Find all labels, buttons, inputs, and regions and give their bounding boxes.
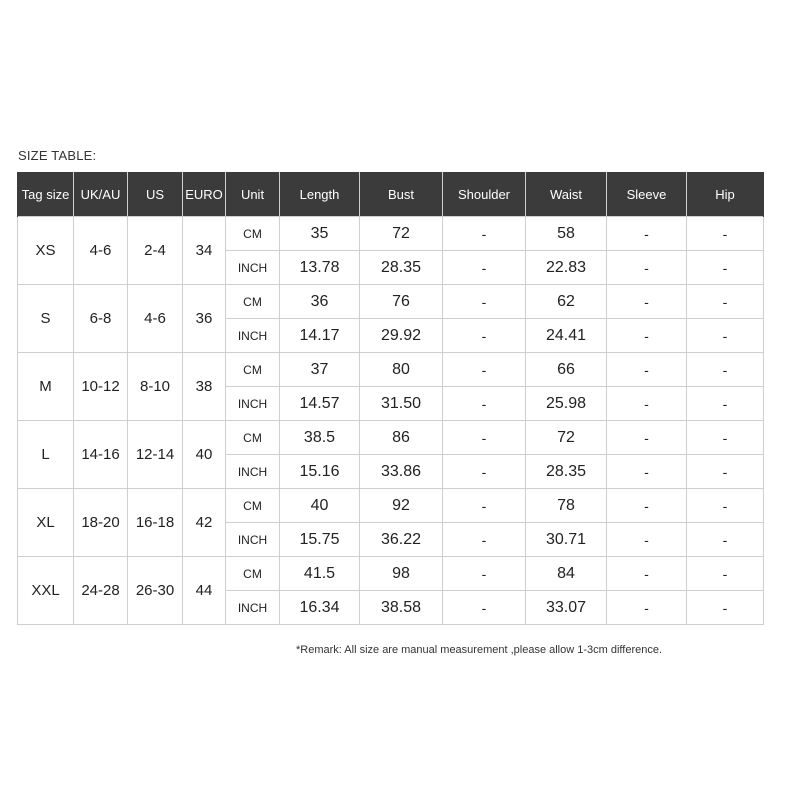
shoulder-cell: - [443, 353, 526, 387]
bust-cell: 33.86 [360, 455, 443, 489]
unit-cell: CM [226, 217, 280, 251]
header-row [18, 172, 764, 217]
shoulder-cell: - [443, 217, 526, 251]
header-uk-au: UK/AU [74, 172, 128, 217]
hip-cell: - [687, 557, 764, 591]
length-cell: 36 [280, 285, 360, 319]
shoulder-cell: - [443, 285, 526, 319]
unit-cell: CM [226, 421, 280, 455]
unit-cell: CM [226, 285, 280, 319]
waist-cell: 25.98 [526, 387, 607, 421]
tag-size-cell: L [18, 421, 74, 489]
shoulder-cell: - [443, 387, 526, 421]
table-row [18, 285, 764, 319]
hip-cell: - [687, 591, 764, 625]
sleeve-cell: - [607, 251, 687, 285]
shoulder-cell: - [443, 251, 526, 285]
euro-cell: 44 [183, 557, 226, 625]
shoulder-cell: - [443, 319, 526, 353]
bust-cell: 86 [360, 421, 443, 455]
euro-cell: 40 [183, 421, 226, 489]
length-cell: 37 [280, 353, 360, 387]
uk-au-cell: 14-16 [74, 421, 128, 489]
bust-cell: 80 [360, 353, 443, 387]
table-row [18, 217, 764, 251]
length-cell: 16.34 [280, 591, 360, 625]
bust-cell: 31.50 [360, 387, 443, 421]
sleeve-cell: - [607, 489, 687, 523]
header-hip: Hip [687, 172, 764, 217]
bust-cell: 38.58 [360, 591, 443, 625]
waist-cell: 84 [526, 557, 607, 591]
length-cell: 15.75 [280, 523, 360, 557]
sleeve-cell: - [607, 217, 687, 251]
hip-cell: - [687, 251, 764, 285]
unit-cell: INCH [226, 455, 280, 489]
waist-cell: 78 [526, 489, 607, 523]
shoulder-cell: - [443, 455, 526, 489]
sleeve-cell: - [607, 387, 687, 421]
us-cell: 2-4 [128, 217, 183, 285]
sleeve-cell: - [607, 557, 687, 591]
hip-cell: - [687, 285, 764, 319]
waist-cell: 33.07 [526, 591, 607, 625]
hip-cell: - [687, 455, 764, 489]
header-euro: EURO [183, 172, 226, 217]
bust-cell: 98 [360, 557, 443, 591]
length-cell: 14.57 [280, 387, 360, 421]
shoulder-cell: - [443, 489, 526, 523]
euro-cell: 36 [183, 285, 226, 353]
waist-cell: 24.41 [526, 319, 607, 353]
tag-size-cell: S [18, 285, 74, 353]
sleeve-cell: - [607, 285, 687, 319]
waist-cell: 22.83 [526, 251, 607, 285]
header-shoulder: Shoulder [443, 172, 526, 217]
sleeve-cell: - [607, 455, 687, 489]
sleeve-cell: - [607, 523, 687, 557]
unit-cell: INCH [226, 591, 280, 625]
waist-cell: 28.35 [526, 455, 607, 489]
sleeve-cell: - [607, 353, 687, 387]
us-cell: 4-6 [128, 285, 183, 353]
euro-cell: 42 [183, 489, 226, 557]
length-cell: 41.5 [280, 557, 360, 591]
length-cell: 40 [280, 489, 360, 523]
unit-cell: CM [226, 489, 280, 523]
uk-au-cell: 6-8 [74, 285, 128, 353]
tag-size-cell: XXL [18, 557, 74, 625]
us-cell: 16-18 [128, 489, 183, 557]
unit-cell: INCH [226, 319, 280, 353]
unit-cell: CM [226, 353, 280, 387]
header-tag-size: Tag size [18, 172, 74, 217]
table-row [18, 353, 764, 387]
bust-cell: 76 [360, 285, 443, 319]
length-cell: 35 [280, 217, 360, 251]
table-row [18, 489, 764, 523]
table-row [18, 421, 764, 455]
sleeve-cell: - [607, 421, 687, 455]
length-cell: 38.5 [280, 421, 360, 455]
hip-cell: - [687, 319, 764, 353]
uk-au-cell: 4-6 [74, 217, 128, 285]
bust-cell: 29.92 [360, 319, 443, 353]
size-table [17, 172, 764, 625]
waist-cell: 58 [526, 217, 607, 251]
hip-cell: - [687, 523, 764, 557]
unit-cell: INCH [226, 387, 280, 421]
bust-cell: 28.35 [360, 251, 443, 285]
hip-cell: - [687, 353, 764, 387]
euro-cell: 38 [183, 353, 226, 421]
length-cell: 13.78 [280, 251, 360, 285]
hip-cell: - [687, 387, 764, 421]
us-cell: 26-30 [128, 557, 183, 625]
shoulder-cell: - [443, 557, 526, 591]
waist-cell: 30.71 [526, 523, 607, 557]
length-cell: 15.16 [280, 455, 360, 489]
sleeve-cell: - [607, 319, 687, 353]
euro-cell: 34 [183, 217, 226, 285]
remark-note: *Remark: All size are manual measurement ,please allow 1-3cm difference. [296, 644, 663, 656]
table-row [18, 557, 764, 591]
uk-au-cell: 10-12 [74, 353, 128, 421]
us-cell: 8-10 [128, 353, 183, 421]
header-us: US [128, 172, 183, 217]
shoulder-cell: - [443, 591, 526, 625]
header-waist: Waist [526, 172, 607, 217]
sleeve-cell: - [607, 591, 687, 625]
shoulder-cell: - [443, 523, 526, 557]
us-cell: 12-14 [128, 421, 183, 489]
tag-size-cell: XL [18, 489, 74, 557]
header-bust: Bust [360, 172, 443, 217]
header-sleeve: Sleeve [607, 172, 687, 217]
unit-cell: CM [226, 557, 280, 591]
unit-cell: INCH [226, 523, 280, 557]
header-length: Length [280, 172, 360, 217]
bust-cell: 36.22 [360, 523, 443, 557]
uk-au-cell: 18-20 [74, 489, 128, 557]
uk-au-cell: 24-28 [74, 557, 128, 625]
tag-size-cell: M [18, 353, 74, 421]
waist-cell: 66 [526, 353, 607, 387]
waist-cell: 62 [526, 285, 607, 319]
bust-cell: 72 [360, 217, 443, 251]
size-table-title: SIZE TABLE: [18, 148, 97, 163]
hip-cell: - [687, 217, 764, 251]
unit-cell: INCH [226, 251, 280, 285]
waist-cell: 72 [526, 421, 607, 455]
hip-cell: - [687, 421, 764, 455]
length-cell: 14.17 [280, 319, 360, 353]
bust-cell: 92 [360, 489, 443, 523]
tag-size-cell: XS [18, 217, 74, 285]
header-unit: Unit [226, 172, 280, 217]
shoulder-cell: - [443, 421, 526, 455]
hip-cell: - [687, 489, 764, 523]
